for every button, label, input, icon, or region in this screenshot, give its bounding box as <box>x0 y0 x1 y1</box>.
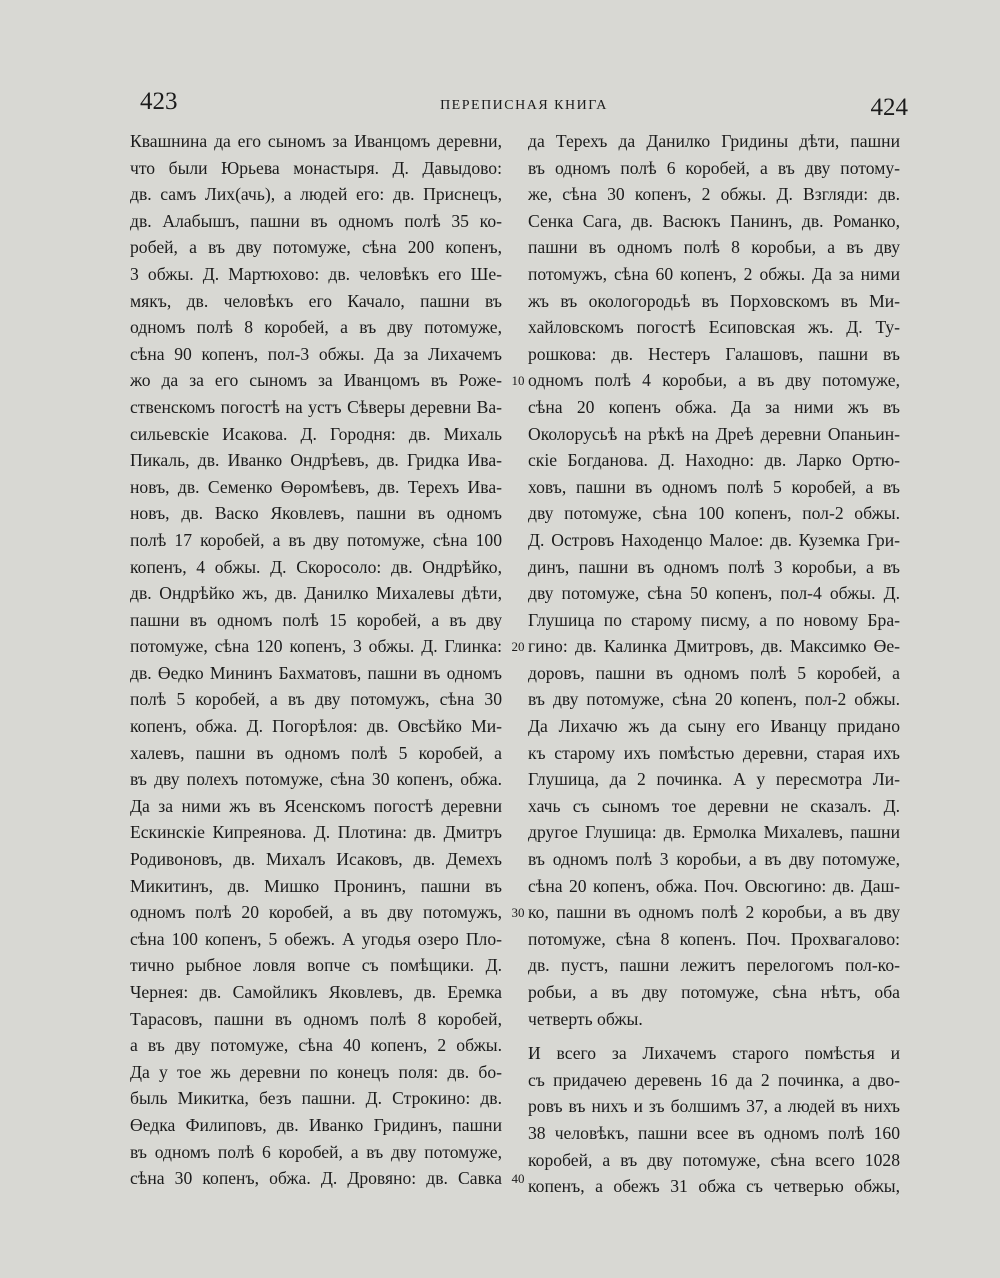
text-line: халевъ, пашни въ одномъ полѣ 5 коробей, а <box>130 742 502 763</box>
running-title: ПЕРЕПИСНАЯ КНИГА <box>440 98 608 113</box>
text-line: да Терехъ да Данилко Гридины дѣти, пашни <box>528 131 900 151</box>
text-line: копенъ, а обежъ 31 обжа съ четверью обжы, <box>528 1176 900 1197</box>
text-line: сѣна 20 копенъ, обжа. Поч. Овсюгино: дв. Даш- <box>528 875 900 896</box>
text-line: хайловскомъ погостѣ Есиповская жъ. Д. Ту- <box>528 317 900 338</box>
text-line: въ дву потомуже, сѣна 20 копенъ, пол-2 обжы. <box>528 689 900 710</box>
text-line: тично рыбное ловля вопче съ помѣщики. Д. <box>130 955 502 976</box>
text-line: сѣна 100 копенъ, 5 обежъ. А угодья озеро Пло- <box>130 928 502 949</box>
text-line: Да Лихачю жъ да сыну его Иванцу придано <box>528 716 900 737</box>
text-line: копенъ, обжа. Д. Погорѣлоя: дв. Овсѣйко Ми- <box>130 716 502 737</box>
text-line: Д. Островъ Находенцо Малое: дв. Куземка Гри- <box>528 529 900 550</box>
text-line: робей, а въ дву потомуже, сѣна 200 копенъ, <box>130 237 502 258</box>
text-line: Өедка Филиповъ, дв. Иванко Гридинъ, пашни <box>130 1114 502 1135</box>
text-line: Глушица, да 2 починка. А у пересмотра Ли- <box>528 769 900 790</box>
text-line: полѣ 17 коробей, а въ дву потомуже, сѣна 100 <box>130 529 502 550</box>
text-line: сѣна 20 копенъ обжа. Да за ними жъ въ <box>528 396 900 417</box>
text-line: пашни въ одномъ полѣ 8 коробьи, а въ дву <box>528 237 900 258</box>
text-line: одномъ полѣ 4 коробьи, а въ дву потомуже, <box>528 370 900 391</box>
text-line: дв. Алабышъ, пашни въ одномъ полѣ 35 ко- <box>130 210 502 231</box>
left-page-number: 423 <box>140 88 178 115</box>
text-line: ко, пашни въ одномъ полѣ 2 коробьи, а въ дву <box>528 902 900 923</box>
text-line: новъ, дв. Семенко Өөромѣевъ, дв. Терехъ Ива- <box>130 476 502 497</box>
text-line: робьи, а въ дву потомуже, сѣна нѣтъ, оба <box>528 982 900 1002</box>
text-line: Околорусьѣ на рѣкѣ на Дреѣ деревни Опаньин- <box>528 423 900 444</box>
text-line: Сенка Сага, дв. Васюкъ Панинъ, дв. Романко, <box>528 210 900 231</box>
text-line: дву потомуже, сѣна 100 копенъ, пол-2 обжы. <box>528 503 900 524</box>
text-line: динъ, пашни въ одномъ полѣ 3 коробьи, а въ <box>528 556 900 577</box>
text-line: Квашнина да его сыномъ за Иванцомъ деревни, <box>130 131 502 151</box>
text-line: потомуже, сѣна 8 копенъ. Поч. Прохвагалово: <box>528 928 900 949</box>
text-line: дву потомуже, сѣна 50 копенъ, пол-4 обжы. Д. <box>528 583 900 604</box>
text-line: одномъ полѣ 20 коробей, а въ дву потомужъ, <box>130 902 502 923</box>
text-line: дв. пустъ, пашни лежитъ перелогомъ пол-ко- <box>528 955 900 976</box>
text-line: дв. самъ Лих(ачь), а людей его: дв. Приснецъ, <box>130 184 502 205</box>
text-line: рошкова: дв. Нестеръ Галашовъ, пашни въ <box>528 343 900 364</box>
text-line: потомужъ, сѣна 60 копенъ, 2 обжы. Да за ними <box>528 263 900 284</box>
text-line: другое Глушица: дв. Ермолка Михалевъ, пашни <box>528 822 900 843</box>
text-line: И всего за Лихачемъ старого помѣстья и <box>528 1043 900 1064</box>
text-line: что были Юрьева монастыря. Д. Давыдово: <box>130 157 502 178</box>
text-line: къ старому ихъ помѣстью деревни, старая ихъ <box>528 742 900 763</box>
margin-line-number: 40 <box>511 1171 525 1187</box>
text-line: Да за ними жъ въ Ясенскомъ погостѣ деревни <box>130 795 502 816</box>
right-text-column <box>528 128 900 1200</box>
left-text-column <box>130 128 502 1192</box>
right-page-number: 424 <box>870 94 908 121</box>
text-line: же, сѣна 30 копенъ, 2 обжы. Д. Взгляди: дв. <box>528 184 900 205</box>
text-line: Пикаль, дв. Иванко Ондрѣевъ, дв. Гридка Ива- <box>130 450 502 471</box>
text-line: сильевскіе Исакова. Д. Городня: дв. Михаль <box>130 423 502 444</box>
margin-line-number: 10 <box>511 373 525 389</box>
text-line: дв. Өедко Мининъ Бахматовъ, пашни въ одномъ <box>130 662 502 683</box>
margin-line-number: 30 <box>511 905 525 921</box>
text-line: быль Микитка, безъ пашни. Д. Строкино: дв. <box>130 1088 502 1109</box>
text-line: четверть обжы. <box>528 1008 643 1029</box>
text-line: 3 обжы. Д. Мартюхово: дв. человѣкъ его Ше- <box>130 263 502 284</box>
text-line: Родивоновъ, дв. Михалъ Исаковъ, дв. Демехъ <box>130 849 502 870</box>
text-line: сѣна 30 копенъ, обжа. Д. Дровяно: дв. Савка <box>130 1168 502 1189</box>
text-line: дв. Ондрѣйко жъ, дв. Данилко Михалевы дѣти, <box>130 583 502 604</box>
margin-line-number: 20 <box>511 639 525 655</box>
text-line: скіе Богданова. Д. Находно: дв. Ларко Ортю- <box>528 450 900 471</box>
text-line: одномъ полѣ 8 коробей, а въ дву потомуже, <box>130 317 502 338</box>
text-line: ховъ, пашни въ одномъ полѣ 5 коробей, а въ <box>528 476 900 497</box>
text-line: въ одномъ полѣ 6 коробей, а въ дву потомуже, <box>130 1141 502 1162</box>
text-line: копенъ, 4 обжы. Д. Скоросоло: дв. Ондрѣйко, <box>130 556 502 577</box>
text-line: пашни въ одномъ полѣ 15 коробей, а въ дву <box>130 609 502 630</box>
text-line: Тарасовъ, пашни въ одномъ полѣ 8 коробей, <box>130 1008 502 1029</box>
text-line: потомуже, сѣна 120 копенъ, 3 обжы. Д. Глинка: <box>130 636 502 657</box>
text-line: въ дву полехъ потомуже, сѣна 30 копенъ, обжа. <box>130 769 502 790</box>
text-line: ровъ въ нихъ и зъ болшимъ 37, а людей въ нихъ <box>528 1096 900 1117</box>
text-line: въ одномъ полѣ 3 коробьи, а въ дву потомуже, <box>528 849 900 870</box>
text-line: Чернея: дв. Самойликъ Яковлевъ, дв. Еремка <box>130 982 502 1002</box>
text-line: ственскомъ погостѣ на устъ Сѣверы деревни Ва- <box>130 396 502 417</box>
text-line: гино: дв. Калинка Дмитровъ, дв. Максимко Өе- <box>528 636 900 657</box>
text-line: жо да за его сыномъ за Иванцомъ въ Роже- <box>130 370 502 391</box>
page-header <box>140 88 908 122</box>
text-line: Глушица по старому писму, а по новому Бра- <box>528 609 900 630</box>
text-line: Ескинскіе Кипреянова. Д. Плотина: дв. Дмитръ <box>130 822 502 843</box>
text-line: съ придачею деревень 16 да 2 починка, а дво- <box>528 1069 900 1090</box>
text-line: коробей, а въ дву потомуже, сѣна всего 1028 <box>528 1149 900 1170</box>
text-line: мякъ, дв. человѣкъ его Качало, пашни въ <box>130 290 502 311</box>
text-line: полѣ 5 коробей, а въ дву потомужъ, сѣна 30 <box>130 689 502 710</box>
text-line: жъ въ окологородьѣ въ Порховскомъ въ Ми- <box>528 290 900 311</box>
text-line: Да у тое жь деревни по конецъ поля: дв. бо- <box>130 1061 502 1082</box>
text-line: сѣна 90 копенъ, пол-3 обжы. Да за Лихачемъ <box>130 343 502 364</box>
text-line: а въ дву потомуже, сѣна 40 копенъ, 2 обжы. <box>130 1035 502 1056</box>
text-line: въ одномъ полѣ 6 коробей, а въ дву потому- <box>528 157 900 178</box>
text-line: доровъ, пашни въ одномъ полѣ 5 коробей, а <box>528 662 900 683</box>
text-line: хачь съ сыномъ тое деревни не сказалъ. Д. <box>528 795 900 816</box>
text-line: 38 человѣкъ, пашни всее въ одномъ полѣ 160 <box>528 1122 900 1143</box>
text-line: Микитинъ, дв. Мишко Пронинъ, пашни въ <box>130 875 502 896</box>
text-line: новъ, дв. Васко Яковлевъ, пашни въ одномъ <box>130 503 502 524</box>
